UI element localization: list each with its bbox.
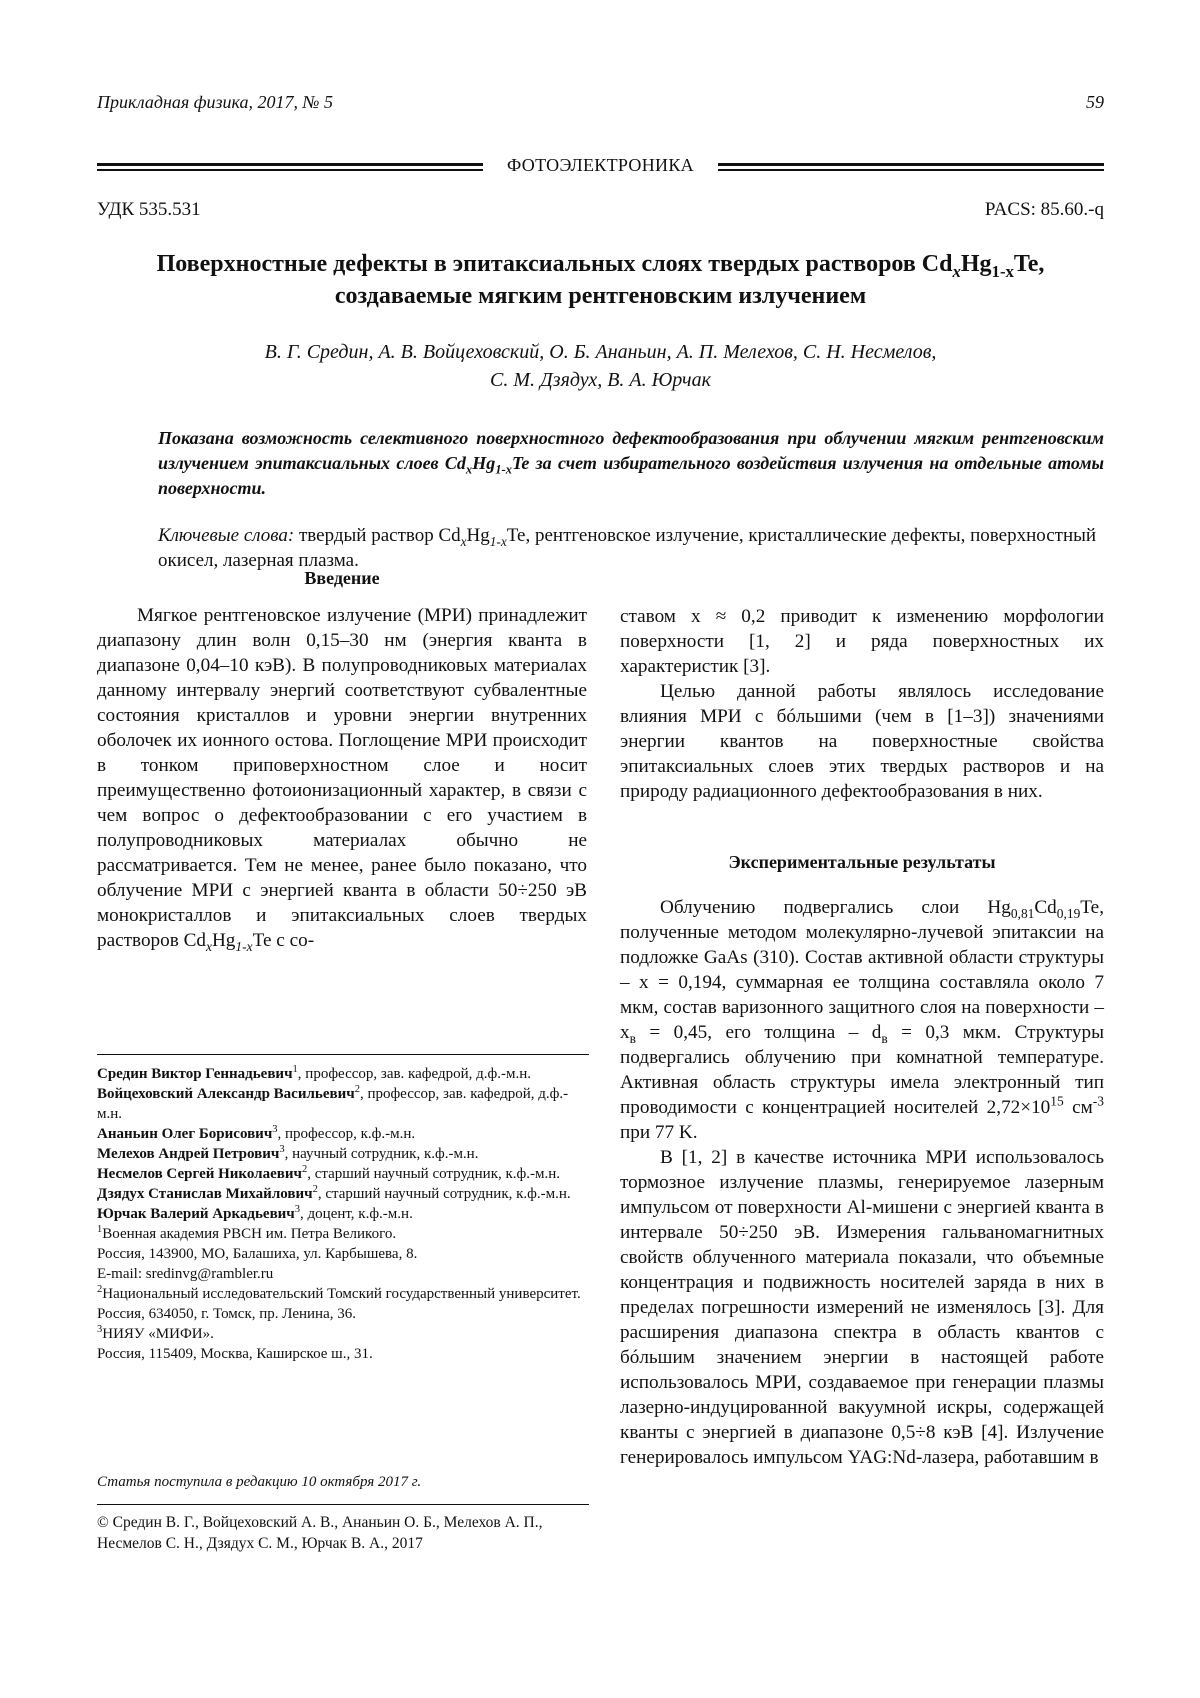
udk-code: УДК 535.531 xyxy=(97,199,201,220)
section-header-bar xyxy=(97,157,1104,177)
section-rule-left xyxy=(97,163,483,171)
journal-citation: Прикладная физика, 2017, № 5 xyxy=(97,92,333,112)
authors: В. Г. Средин, А. В. Войцеховский, О. Б. Ананьин, А. П. Мелехов, С. Н. Несмелов, С. М. Дзядух, В. А. Юрчак xyxy=(264,341,937,391)
footnote-author-1: Войцеховский Александр Васильевич$^2$, профессор, зав. кафедрой, д.ф.-м.н. xyxy=(97,1084,569,1122)
footnote-author-2: Ананьин Олег Борисович$^3$, профессор, к.ф.-м.н. xyxy=(97,1124,416,1142)
keywords: Ключевые слова: твердый раствор $Cd_xHg_{1-x}Te$, рентгеновское излучение, кристаллические дефекты, поверхностный окисел, лазерная плазма. xyxy=(158,525,1097,571)
affiliation-3: $^3$НИЯУ «МИФИ». Россия, 115409, Москва, Каширское ш., 31. xyxy=(97,1324,373,1362)
results-paragraph-2: В [1, 2] в качестве источника МРИ использовалось тормозное излучение плазмы, генерируемое лазерным импульсом от поверхности Al-мишени с энергией кванта в интервале 50÷250 эВ. Измерения гальваномагнитных свойств облученного материала показали, что объемные концентрация и подвижность носителей заряда в них в пределах погрешности измерений не изменялось [3]. Для расширения диапазона спектра в область квантов с бóльшим значением энергии в настоящей работе использовалось МРИ, создаваемое при генерации плазмы лазерно-индуцированной вакуумной искры, содержащей кванты с энергией в диапазоне 0,5÷8 кэВ [4]. Излучение генерировалось импульсом YAG:Nd-лазера, работавшим в xyxy=(620,1147,1104,1468)
footnote-rule xyxy=(97,1054,589,1055)
abstract: Показана возможность селективного поверхностного дефектообразования при облучении мягким рентгеновским излучением эпитаксиальных слоев $Cd_xHg_{1-x}Te$ за счет избирательного воздействия излучения на отдельные атомы поверхности. xyxy=(158,428,1105,498)
footnote-author-4: Несмелов Сергей Николаевич$^2$, старший научный сотрудник, к.ф.-м.н. xyxy=(97,1164,561,1182)
affiliation-1: $^1$Военная академия РВСН им. Петра Великого. Россия, 143900, МО, Балашиха, ул. Карбышева, 8. E-mail: sredinvg@rambler.ru xyxy=(97,1224,418,1282)
intro-paragraph-1-continued: ставом x ≈ 0,2 приводит к изменению морфологии поверхности [1, 2] и ряда поверхностных их характеристик [3]. xyxy=(620,606,1104,677)
article-title: Поверхностные дефекты в эпитаксиальных слоях твердых растворов $Cd_xHg_{1-x}Te$, создаваемые мягким рентгеновским излучением xyxy=(156,251,1045,309)
intro-paragraph-1: Мягкое рентгеновское излучение (МРИ) принадлежит диапазону длин волн 0,15–30 нм (энергия кванта в диапазоне 0,04–10 кэВ). В полупроводниковых материалах данному интервалу энергий соответствуют субвалентные состояния кристаллов и уровни энергии внутренних оболочек их ионного остова. Поглощение МРИ происходит в тонком приповерхностном слое и носит преимущественно фотоионизационный характер, в связи с чем вопрос о дефектообразовании с его участием в полупроводниковых материалах обычно не рассматривается. Тем не менее, ранее было показано, что облучение МРИ с энергией кванта в области 50÷250 эВ монокристаллов и эпитаксиальных слоев твердых растворов $Cd_xHg_{1-x}Te$ с со- xyxy=(97,605,587,954)
pacs-code: PACS: 85.60.-q xyxy=(984,199,1104,220)
intro-paragraph-2: Целью данной работы являлось исследование влияния МРИ с бóльшими (чем в [1–3]) значениями энергии квантов на поверхностные свойства эпитаксиальных слоев этих твердых растворов и на природу радиационного дефектообразования в них. xyxy=(620,681,1104,802)
footnote-author-3: Мелехов Андрей Петрович$^3$, научный сотрудник, к.ф.-м.н. xyxy=(97,1144,479,1162)
right-column xyxy=(620,604,1104,1470)
page-number: 59 xyxy=(1086,92,1104,112)
results-heading: Экспериментальные результаты xyxy=(728,852,996,872)
footnote-author-5: Дзядух Станислав Михайлович$^2$, старший научный сотрудник, к.ф.-м.н. xyxy=(97,1184,571,1202)
received-date: Статья поступила в редакцию 10 октября 2017 г. xyxy=(97,1474,422,1490)
section-title: ФОТОЭЛЕКТРОНИКА xyxy=(507,155,694,175)
section-rule-right xyxy=(718,163,1104,171)
footnote-author-0: Средин Виктор Геннадьевич$^1$, профессор, зав. кафедрой, д.ф.-м.н. xyxy=(97,1064,531,1082)
copyright-rule xyxy=(97,1504,589,1505)
copyright: © Средин В. Г., Войцеховский А. В., Ананьин О. Б., Мелехов А. П., Несмелов С. Н., Дзядух С. М., Юрчак В. А., 2017 xyxy=(97,1514,543,1552)
results-paragraph-1: Облучению подвергались слои $Hg_{0,81}Cd_{0,19}Te$, полученные методом молекулярно-лучевой эпитаксии на подложке GaAs (310). Состав активной области структуры – x = 0,194, суммарная ее толщина составляла около 7 мкм, состав варизонного защитного слоя на поверхности – $x_в = 0,45$, его толщина – $d_в = 0,3$ мкм. Структуры подвергались облучению при комнатной температуре. Активная область структуры имела электронный тип проводимости с концентрацией носителей $2,72\times 10^{15}$ $см^{-3}$ при 77 K. xyxy=(620,897,1104,1143)
left-column xyxy=(97,568,587,954)
author-footnotes xyxy=(97,1064,589,1364)
affiliation-2: $^2$Национальный исследовательский Томский государственный университет. Россия, 634050, г. Томск, пр. Ленина, 36. xyxy=(97,1284,581,1322)
footnote-author-6: Юрчак Валерий Аркадьевич$^3$, доцент, к.ф.-м.н. xyxy=(97,1204,413,1222)
intro-heading: Введение xyxy=(304,568,380,588)
